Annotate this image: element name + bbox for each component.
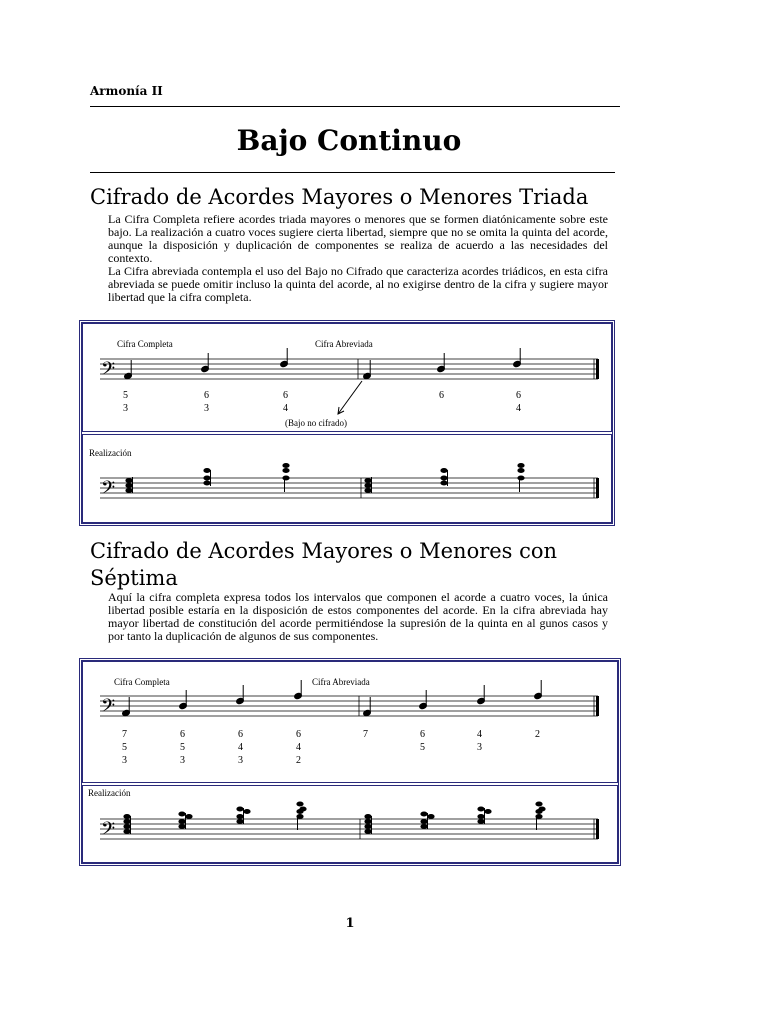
section1-paragraph-2: La Cifra abreviada contempla el uso del Bajo no Cifrado que caracteriza acordes triádicos, en esta cifra abreviada se puede omitir incluso la quinta del acorde, al no exigirse dentro de la cifra y sugiere mayor libertad que la cifra completa. [108, 264, 608, 304]
ex2-fig-r1-2: 6 [180, 729, 185, 740]
example2-label-full: Cifra Completa [114, 677, 170, 687]
section2-heading-line2: Séptima [90, 566, 178, 590]
ex2-fig-r2-1: 5 [122, 742, 127, 753]
section1-paragraph-1: La Cifra Completa refiere acordes triada mayores o menores que se formen diatónicamente sobre este bajo. La realización a cuatro voces sugiere cierta libertad, siempre que no se omita la quinta del acorde, aunque la disposición y duplicación de componentes se realiza de acuerdo a las necesidades del contexto. [108, 212, 608, 265]
ex1-fig-r1-5: 6 [516, 390, 521, 401]
page-number: 1 [345, 916, 355, 931]
section1-heading: Cifrado de Acordes Mayores o Menores Triada [90, 185, 589, 209]
ex1-fig-r1-4: 6 [439, 390, 444, 401]
ex1-fig-r2-1: 3 [123, 403, 128, 414]
ex2-fig-r1-4: 6 [296, 729, 301, 740]
ex2-fig-r1-3: 6 [238, 729, 243, 740]
ex1-fig-r1-2: 6 [204, 390, 209, 401]
ex1-fig-r2-4: 4 [516, 403, 521, 414]
ex2-fig-r2-2: 5 [180, 742, 185, 753]
ex2-fig-r1-5: 7 [363, 729, 368, 740]
section2-heading-line1: Cifrado de Acordes Mayores o Menores con [90, 539, 558, 563]
ex1-fig-r1-1: 5 [123, 390, 128, 401]
example1-label-abbr: Cifra Abreviada [315, 339, 373, 349]
ex2-fig-r1-8: 2 [535, 729, 540, 740]
bass-clef-icon: 𝄢 [101, 696, 116, 721]
section2-paragraph-1: Aquí la cifra completa expresa todos los intervalos que componen el acorde a cuatro voces, la única libertad posible estaría en la disposición de estos componentes del acorde. En la cifra abreviada hay mayor libertad de constitución del acorde permitiéndose la supresión de la quinta en al gunos casos y por tanto la duplicación de algunos de sus componentes. [108, 590, 608, 643]
page-title: Bajo Continuo [236, 124, 462, 157]
example1-realization-label: Realización [89, 448, 132, 458]
ex2-fig-r1-1: 7 [122, 729, 127, 740]
ex2-fig-r1-7: 4 [477, 729, 482, 740]
unfigured-bass-annotation: (Bajo no cifrado) [285, 418, 347, 428]
bass-clef-icon: 𝄢 [101, 359, 116, 384]
course-header: Armonía II [90, 84, 163, 98]
ex2-fig-r3-2: 3 [180, 755, 185, 766]
ex2-fig-r2-3: 4 [238, 742, 243, 753]
ex1-fig-r1-3: 6 [283, 390, 288, 401]
ex2-fig-r2-4: 4 [296, 742, 301, 753]
bass-clef-icon: 𝄢 [101, 478, 116, 503]
ex2-fig-r3-1: 3 [122, 755, 127, 766]
ex1-fig-r2-3: 4 [283, 403, 288, 414]
ex2-fig-r3-3: 3 [238, 755, 243, 766]
ex2-fig-r1-6: 6 [420, 729, 425, 740]
ex2-fig-r2-6: 3 [477, 742, 482, 753]
ex2-fig-r2-5: 5 [420, 742, 425, 753]
example1-label-full: Cifra Completa [117, 339, 173, 349]
example2-realization-label: Realización [88, 788, 131, 798]
ex1-fig-r2-2: 3 [204, 403, 209, 414]
example2-label-abbr: Cifra Abreviada [312, 677, 370, 687]
bass-clef-icon: 𝄢 [101, 819, 116, 844]
ex2-fig-r3-4: 2 [296, 755, 301, 766]
